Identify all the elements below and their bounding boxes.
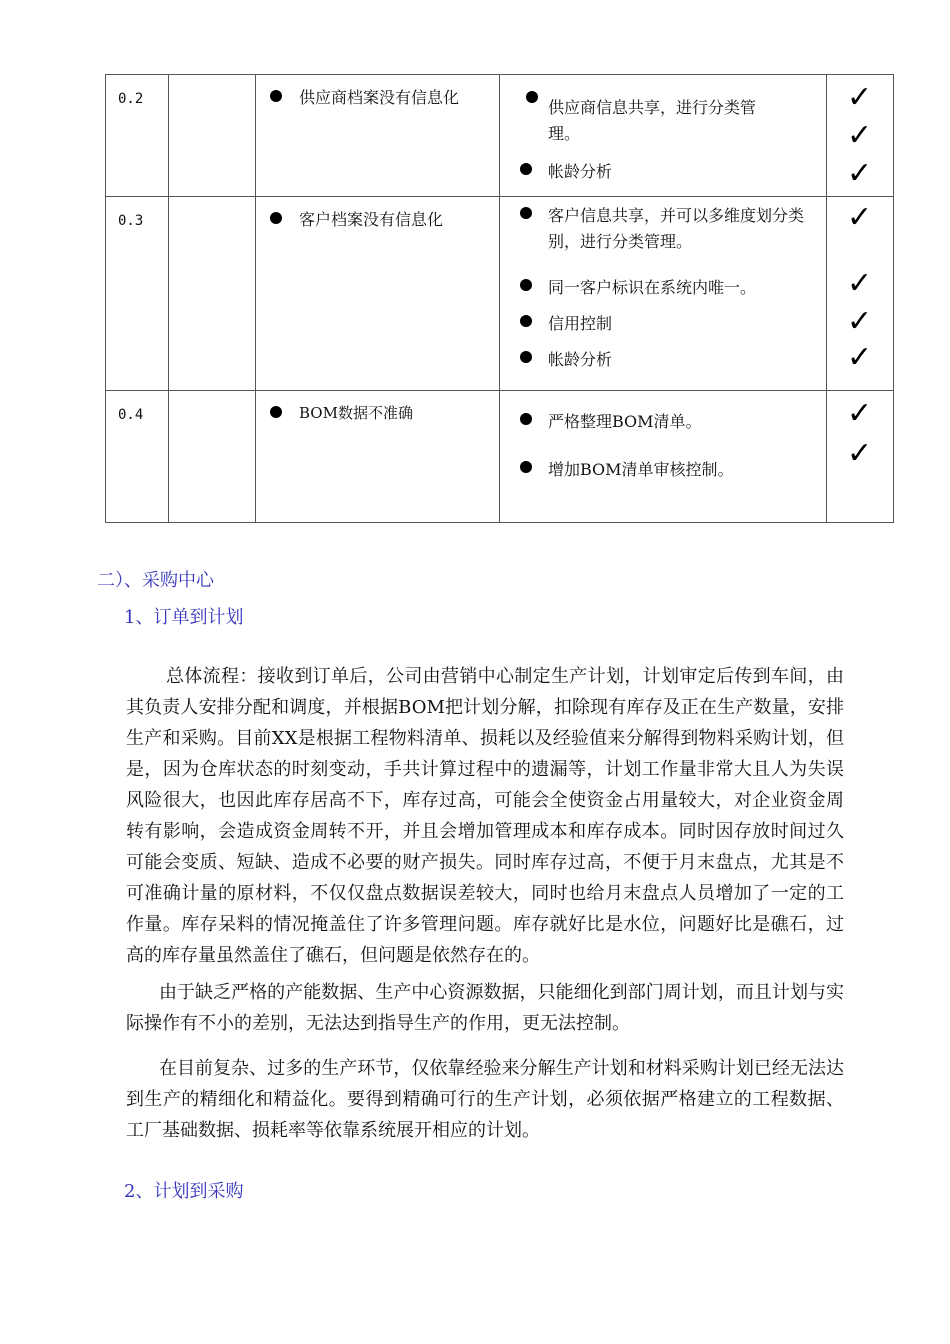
- solution-item: [506, 275, 816, 301]
- subsection-heading: 2、计划到采购: [124, 1181, 244, 1202]
- check-icon: ✓: [847, 200, 873, 235]
- bullet-icon: [520, 315, 532, 327]
- check-icon: ✓: [847, 396, 873, 431]
- row-number: 0.3: [106, 197, 169, 391]
- bullet-icon: [520, 163, 532, 175]
- paragraph: 由于缺乏严格的产能数据、生产中心资源数据，只能细化到部门周计划，而且计划与实际操作有不小的差别，无法达到指导生产的作用，更无法控制。: [126, 982, 844, 1034]
- issue-cell: [256, 391, 500, 523]
- solution-text: 客户信息共享，并可以多维度划分类别，进行分类管理。: [548, 206, 805, 251]
- table-row: [106, 391, 894, 523]
- solution-text: 供应商信息共享，进行分类管理。: [548, 98, 757, 143]
- issue-cell: [256, 75, 500, 197]
- solution-text: 同一客户标识在系统内唯一。: [548, 278, 757, 297]
- solution-text: 增加BOM清单审核控制。: [548, 460, 734, 479]
- solution-item: [506, 409, 816, 435]
- bullet-icon: [520, 279, 532, 291]
- solution-item: [506, 347, 816, 373]
- subsection-heading: 1、订单到计划: [124, 607, 244, 628]
- issue-cell: [256, 197, 500, 391]
- solution-item: [506, 311, 816, 337]
- paragraph: 总体流程：接收到订单后，公司由营销中心制定生产计划，计划审定后传到车间，由其负责人安排分配和调度，并根据BOM把计划分解，扣除现有库存及正在生产数量，安排生产和采购。目前XX是根据工程物料清单、损耗以及经验值来分解得到物料采购计划，但是，因为仓库状态的时刻变动，手共计算过程中的遗漏等，计划工作量非常大且人为失误风险很大，也因此库存居高不下，库存过高，可能会全使资金占用量较大，对企业资金周转有影响，会造成资金周转不开，并且会增加管理成本和库存成本。同时因存放时间过久可能会变质、短缺、造成不必要的财产损失。同时库存过高，不便于月末盘点，尤其是不可准确计量的原材料，不仅仅盘点数据误差较大，同时也给月末盘点人员增加了一定的工作量。库存呆料的情况掩盖住了许多管理问题。库存就好比是水位，问题好比是礁石，过高的库存量虽然盖住了礁石，但问题是依然存在的。: [126, 666, 844, 966]
- solution-item: [506, 457, 816, 483]
- check-cell: [827, 391, 894, 523]
- section-heading: 二）、采购中心: [97, 570, 214, 591]
- solution-item: [506, 95, 816, 147]
- issue-text: 客户档案没有信息化: [299, 210, 444, 229]
- check-icon: ✓: [847, 340, 873, 375]
- solution-text: 信用控制: [548, 314, 613, 333]
- check-icon: ✓: [847, 266, 873, 301]
- check-cell: [827, 197, 894, 391]
- paragraph: 在目前复杂、过多的生产环节，仅依靠经验来分解生产计划和材料采购计划已经无法达到生产的精细化和精益化。要得到精确可行的生产计划，必须依据严格建立的工程数据、工厂基础数据、损耗率等依靠系统展开相应的计划。: [126, 1058, 844, 1141]
- issue-text: BOM数据不准确: [299, 404, 413, 422]
- empty-cell: [169, 197, 256, 391]
- row-number: 0.4: [106, 391, 169, 523]
- bullet-icon: [520, 413, 532, 425]
- solution-item: [506, 159, 816, 185]
- bullet-icon: [270, 406, 282, 418]
- check-icon: ✓: [847, 118, 873, 153]
- table-row: [106, 197, 894, 391]
- check-icon: ✓: [847, 304, 873, 339]
- bullet-icon: [520, 207, 532, 219]
- empty-cell: [169, 75, 256, 197]
- solution-cell: [500, 197, 827, 391]
- issue-text: 供应商档案没有信息化: [299, 88, 460, 107]
- bullet-icon: [526, 91, 538, 103]
- check-icon: ✓: [847, 156, 873, 191]
- solution-item: [506, 203, 816, 255]
- check-icon: ✓: [847, 80, 873, 115]
- bullet-icon: [270, 90, 282, 102]
- solution-text: 严格整理BOM清单。: [548, 412, 702, 431]
- bullet-icon: [520, 461, 532, 473]
- solution-cell: [500, 75, 827, 197]
- row-number: 0.2: [106, 75, 169, 197]
- solution-cell: [500, 391, 827, 523]
- check-cell: [827, 75, 894, 197]
- bullet-icon: [520, 351, 532, 363]
- solution-text: 帐龄分析: [548, 350, 613, 369]
- solution-text: 帐龄分析: [548, 162, 613, 181]
- improvement-table: [105, 74, 894, 523]
- empty-cell: [169, 391, 256, 523]
- table-row: [106, 75, 894, 197]
- bullet-icon: [270, 212, 282, 224]
- check-icon: ✓: [847, 436, 873, 471]
